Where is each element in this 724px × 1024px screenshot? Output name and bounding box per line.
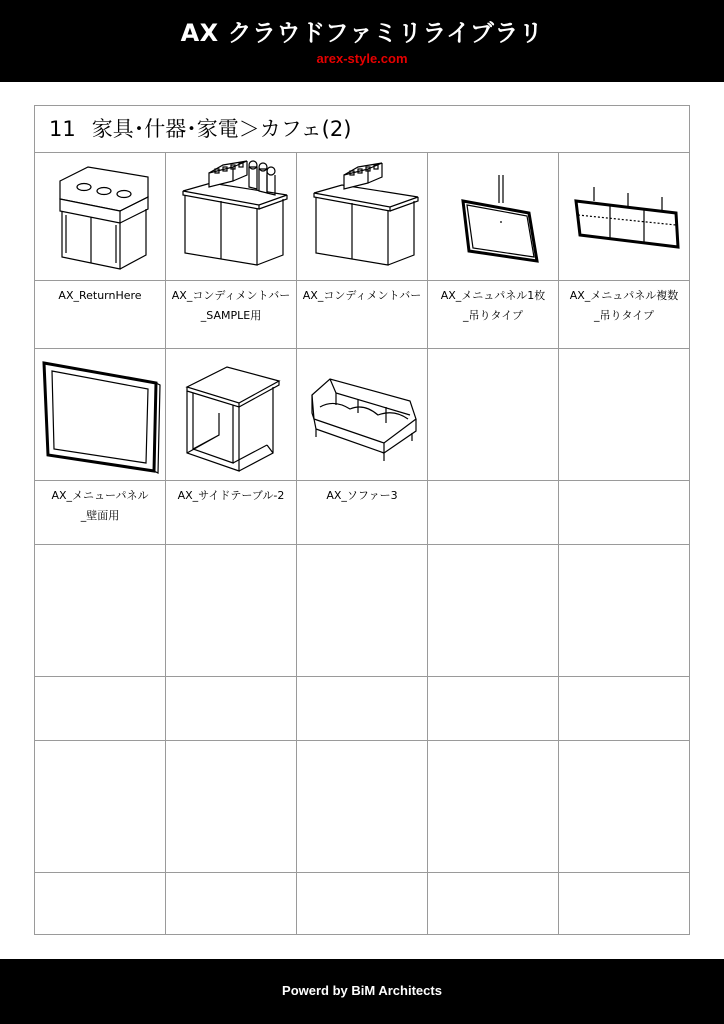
item-image-sofa[interactable] [297,349,428,481]
sofa-icon [300,349,424,477]
item-image-side-table[interactable] [166,349,297,481]
empty-image-cell [297,741,428,873]
page-header [0,0,724,82]
item-image-wall-menu-panel[interactable] [35,349,166,481]
hanging-menu-panel-multi-icon [564,153,684,271]
footer-credit: Powerd by BiM Architects [282,983,442,998]
item-label-side-table[interactable]: AX_サイドテーブル-2 [166,481,297,545]
empty-label-cell [297,873,428,934]
item-label-sofa[interactable]: AX_ソファー3 [297,481,428,545]
condiment-bar-sample-icon [171,153,291,271]
empty-image-cell [559,545,689,677]
hanging-menu-panel-single-icon [433,153,553,271]
empty-label-cell [35,873,166,934]
wall-menu-panel-icon [38,349,162,477]
empty-image-cell [166,545,297,677]
empty-image-cell [559,741,689,873]
empty-label-cell [166,677,297,741]
return-counter-icon [40,153,160,271]
side-table-icon [169,349,293,477]
site-url-link[interactable]: arex-style.com [316,51,408,66]
item-label-hanging-menu-panel-single[interactable]: AX_メニュパネル1枚 _吊りタイプ [428,281,559,349]
item-label-return-here[interactable]: AX_ReturnHere [35,281,166,349]
item-image-hanging-menu-panel-single[interactable] [428,153,559,281]
empty-label-cell [428,873,559,934]
empty-image-cell [35,545,166,677]
item-label-condiment-bar[interactable]: AX_コンディメントバー [297,281,428,349]
item-label-hanging-menu-panel-multi[interactable]: AX_メニュパネル複数 _吊りタイプ [559,281,689,349]
empty-image-cell [428,349,559,481]
empty-label-cell [428,481,559,545]
item-label-wall-menu-panel[interactable]: AX_メニューパネル _壁面用 [35,481,166,545]
empty-label-cell [297,677,428,741]
item-image-hanging-menu-panel-multi[interactable] [559,153,689,281]
empty-label-cell [166,873,297,934]
empty-label-cell [559,677,689,741]
catalog-sheet [34,105,690,935]
item-image-condiment-bar[interactable] [297,153,428,281]
page-footer [0,959,724,1024]
empty-image-cell [297,545,428,677]
empty-label-cell [35,677,166,741]
library-title: AX クラウドファミリライブラリ [180,19,544,47]
section-title: 家具･什器･家電＞カフェ(2) [91,117,352,141]
condiment-bar-icon [302,153,422,271]
item-image-return-here[interactable] [35,153,166,281]
item-image-condiment-bar-sample[interactable] [166,153,297,281]
empty-image-cell [559,349,689,481]
section-number: 11 [49,117,76,141]
empty-label-cell [428,677,559,741]
empty-image-cell [428,741,559,873]
empty-image-cell [166,741,297,873]
empty-label-cell [559,873,689,934]
empty-image-cell [35,741,166,873]
item-label-condiment-bar-sample[interactable]: AX_コンディメントバー _SAMPLE用 [166,281,297,349]
empty-image-cell [428,545,559,677]
section-heading [35,106,689,153]
empty-label-cell [559,481,689,545]
